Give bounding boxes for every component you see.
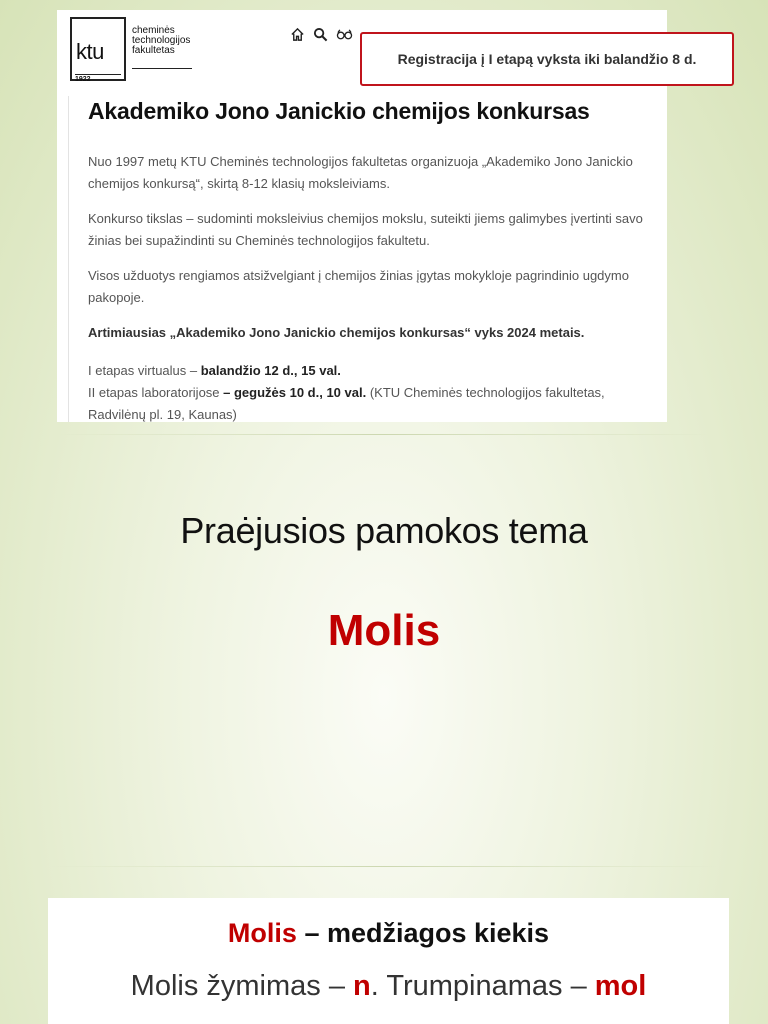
stage2-date: – gegužės 10 d., 10 val. — [223, 385, 367, 400]
faculty-name-line: fakultetas — [132, 45, 175, 56]
card-term: Molis — [227, 918, 297, 948]
slide-title: Praėjusios pamokos tema — [180, 510, 588, 551]
card-notation — [48, 970, 729, 1003]
ktu-logo[interactable] — [70, 17, 126, 81]
slide-topic: Molis — [327, 606, 441, 655]
faculty-name-line: technologijos — [132, 35, 191, 46]
content-rule — [68, 96, 69, 422]
notation-symbol: n — [353, 970, 371, 1002]
stage-dates — [88, 360, 663, 422]
home-icon[interactable] — [290, 27, 305, 42]
logo-year: 1922 — [75, 76, 91, 83]
stage1-date: balandžio 12 d., 15 val. — [200, 363, 341, 378]
article-lead: Artimiausias „Akademiko Jono Janickio chemijos konkursas“ vyks 2024 metais. — [88, 325, 585, 340]
article-paragraph: Konkurso tikslas – sudominti moksleivius chemijos mokslu, suteikti jiems galimybes įvertinti savo žinias bei supažindinti su Cheminės technologijos fakultetu. — [88, 211, 643, 248]
stage1-prefix: I etapas virtualus – — [88, 363, 201, 378]
bottom-divider — [50, 866, 718, 867]
article — [88, 98, 663, 422]
article-paragraph: Visos užduotys rengiamos atsižvelgiant į chemijos žinias įgytas mokykloje pagrindinio ugdymo pakopoje. — [88, 268, 629, 305]
faculty-underline — [132, 68, 192, 69]
article-title: Akademiko Jono Janickio chemijos konkursas — [88, 98, 590, 124]
logo-mark: ktu — [76, 39, 104, 64]
faculty-name — [132, 26, 212, 56]
next-slide-card — [48, 898, 729, 1024]
accessibility-icon[interactable] — [336, 27, 353, 42]
logo-divider — [75, 74, 121, 75]
registration-notice: Registracija į I etapą vyksta iki balandžio 8 d. — [360, 32, 734, 86]
header-nav — [290, 27, 353, 42]
article-paragraph: Nuo 1997 metų KTU Cheminės technologijos fakultetas organizuoja „Akademiko Jono Janickio chemijos konkursą“, skirtą 8-12 klasių moksleiviams. — [88, 154, 633, 191]
stage2-location: (KTU Cheminės technologijos fakultetas, Radvilėnų pl. 19, Kaunas) — [88, 385, 605, 422]
notation-text: . Trumpinamas – — [370, 970, 595, 1002]
notation-text: Molis žymimas – — [130, 970, 354, 1002]
top-divider — [50, 434, 718, 435]
notation-unit: mol — [594, 970, 647, 1002]
search-icon[interactable] — [313, 27, 328, 42]
faculty-name-line: cheminės — [132, 25, 175, 36]
card-heading — [48, 918, 729, 949]
card-definition: – medžiagos kiekis — [296, 918, 550, 948]
stage2-prefix: II etapas laboratorijose — [88, 385, 224, 400]
